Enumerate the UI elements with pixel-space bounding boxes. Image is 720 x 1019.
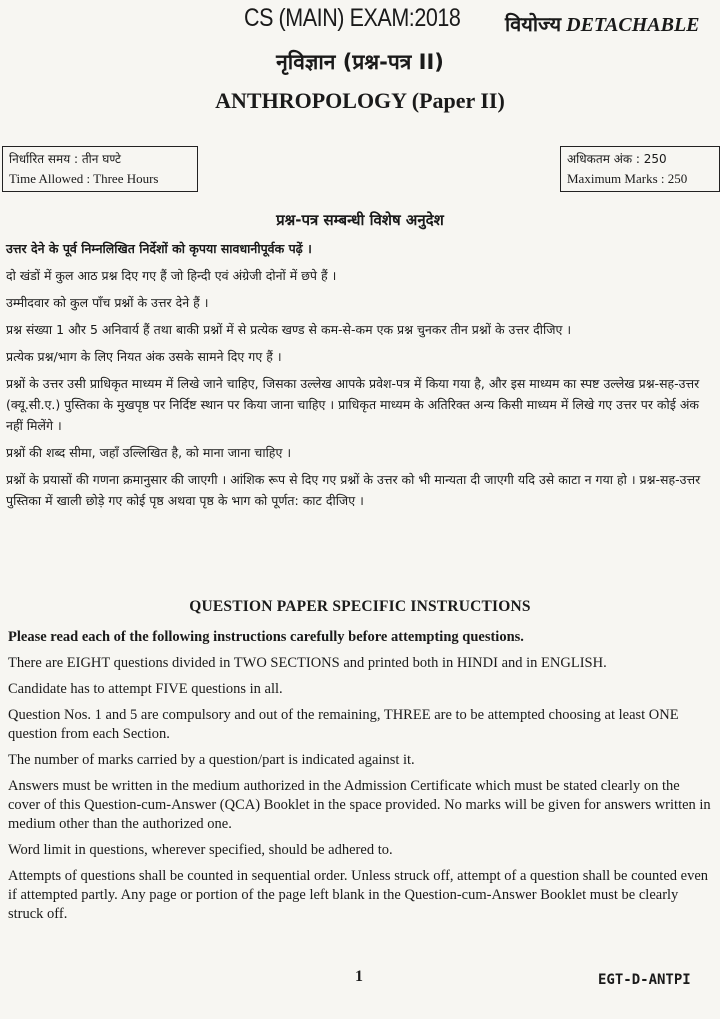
detachable-label <box>505 10 700 37</box>
detachable-english: DETACHABLE <box>566 14 700 36</box>
hindi-instruction: प्रत्येक प्रश्न/भाग के लिए नियत अंक उसके सामने दिए गए हैं । <box>6 349 282 364</box>
title-english: ANTHROPOLOGY (Paper II) <box>215 88 505 113</box>
english-instruction: Candidate has to attempt FIVE questions in all. <box>8 681 283 697</box>
maximum-marks-english: Maximum Marks : 250 <box>567 171 688 186</box>
english-instruction: The number of marks carried by a question/part is indicated against it. <box>8 752 415 768</box>
hindi-instructions-heading: प्रश्न-पत्र सम्बन्धी विशेष अनुदेश <box>276 211 444 229</box>
detachable-hindi: वियोज्य <box>505 14 562 36</box>
title-hindi: नृविज्ञान (प्रश्न-पत्र II) <box>276 50 444 74</box>
page-number: 1 <box>355 968 363 985</box>
time-allowed-hindi: निर्धारित समय : तीन घण्टे <box>9 152 121 166</box>
english-instruction: Answers must be written in the medium authorized in the Admission Certificate which must be stated clearly on the cover of this Question-cum-Answer (QCA) Booklet in the space provided. No marks will be given for answers written in medium other than the authorized one. <box>8 778 711 832</box>
english-instruction: Question Nos. 1 and 5 are compulsory and out of the remaining, THREE are to be attempted choosing at least ONE question from each Section. <box>8 707 679 742</box>
hindi-instruction: प्रश्नों के प्रयासों की गणना क्रमानुसार की जाएगी । आंशिक रूप से दिए गए प्रश्नों के उत्तर को भी मान्यता दी जाएगी यदि उसे काटा न गया हो । प्रश्न-सह-उत्तर पुस्तिका में खाली छोड़े गए कोई पृष्ठ अथवा पृष्ठ के भाग को पूर्णत: काट दीजिए । <box>6 472 701 508</box>
maximum-marks-hindi: अधिकतम अंक : 250 <box>567 152 667 166</box>
maximum-marks-box <box>560 146 720 192</box>
hindi-instruction: उत्तर देने के पूर्व निम्नलिखित निर्देशों को कृपया सावधानीपूर्वक पढ़ें । <box>6 241 312 256</box>
paper-code: EGT-D-ANTPI <box>598 972 691 988</box>
english-instructions-lead: Please read each of the following instructions carefully before attempting questions. <box>8 629 524 645</box>
english-instruction: Word limit in questions, wherever specified, should be adhered to. <box>8 842 393 858</box>
hindi-instruction: प्रश्न संख्या 1 और 5 अनिवार्य हैं तथा बाकी प्रश्नों में से प्रत्येक खण्ड से कम-से-कम एक प्रश्न चुनकर तीन प्रश्नों के उत्तर दीजिए । <box>6 322 572 337</box>
hindi-instruction: दो खंडों में कुल आठ प्रश्न दिए गए हैं जो हिन्दी एवं अंग्रेजी दोनों में छपे हैं । <box>6 268 337 283</box>
english-instruction: Attempts of questions shall be counted in sequential order. Unless struck off, attempt of a question shall be counted even if attempted partly. Any page or portion of the page left blank in the Question-cum-Answer Booklet must be clearly struck off. <box>8 868 709 922</box>
exam-code: CS (MAIN) EXAM:2018 <box>244 4 461 32</box>
english-instructions <box>8 628 714 931</box>
english-instruction: There are EIGHT questions divided in TWO SECTIONS and printed both in HINDI and in ENGLISH. <box>8 655 607 671</box>
hindi-instructions <box>6 238 714 517</box>
hindi-instruction: उम्मीदवार को कुल पाँच प्रश्नों के उत्तर देने हैं । <box>6 295 209 310</box>
hindi-instruction: प्रश्नों की शब्द सीमा, जहाँ उल्लिखित है, को माना जाना चाहिए । <box>6 445 292 460</box>
time-allowed-box <box>2 146 198 192</box>
time-allowed-english: Time Allowed : Three Hours <box>9 171 159 186</box>
english-instructions-heading: QUESTION PAPER SPECIFIC INSTRUCTIONS <box>189 598 531 615</box>
hindi-instruction: प्रश्नों के उत्तर उसी प्राधिकृत माध्यम में लिखे जाने चाहिए, जिसका उल्लेख आपके प्रवेश-पत्र में किया गया है, और इस माध्यम का स्पष्ट उल्लेख प्रश्न-सह-उत्तर (क्यू.सी.ए.) पुस्तिका के मुखपृष्ठ पर निर्दिष्ट स्थान पर किया जाना चाहिए । प्राधिकृत माध्यम के अतिरिक्त अन्य किसी माध्यम में लिखे गए उत्तर पर कोई अंक नहीं मिलेंगे । <box>6 376 700 433</box>
